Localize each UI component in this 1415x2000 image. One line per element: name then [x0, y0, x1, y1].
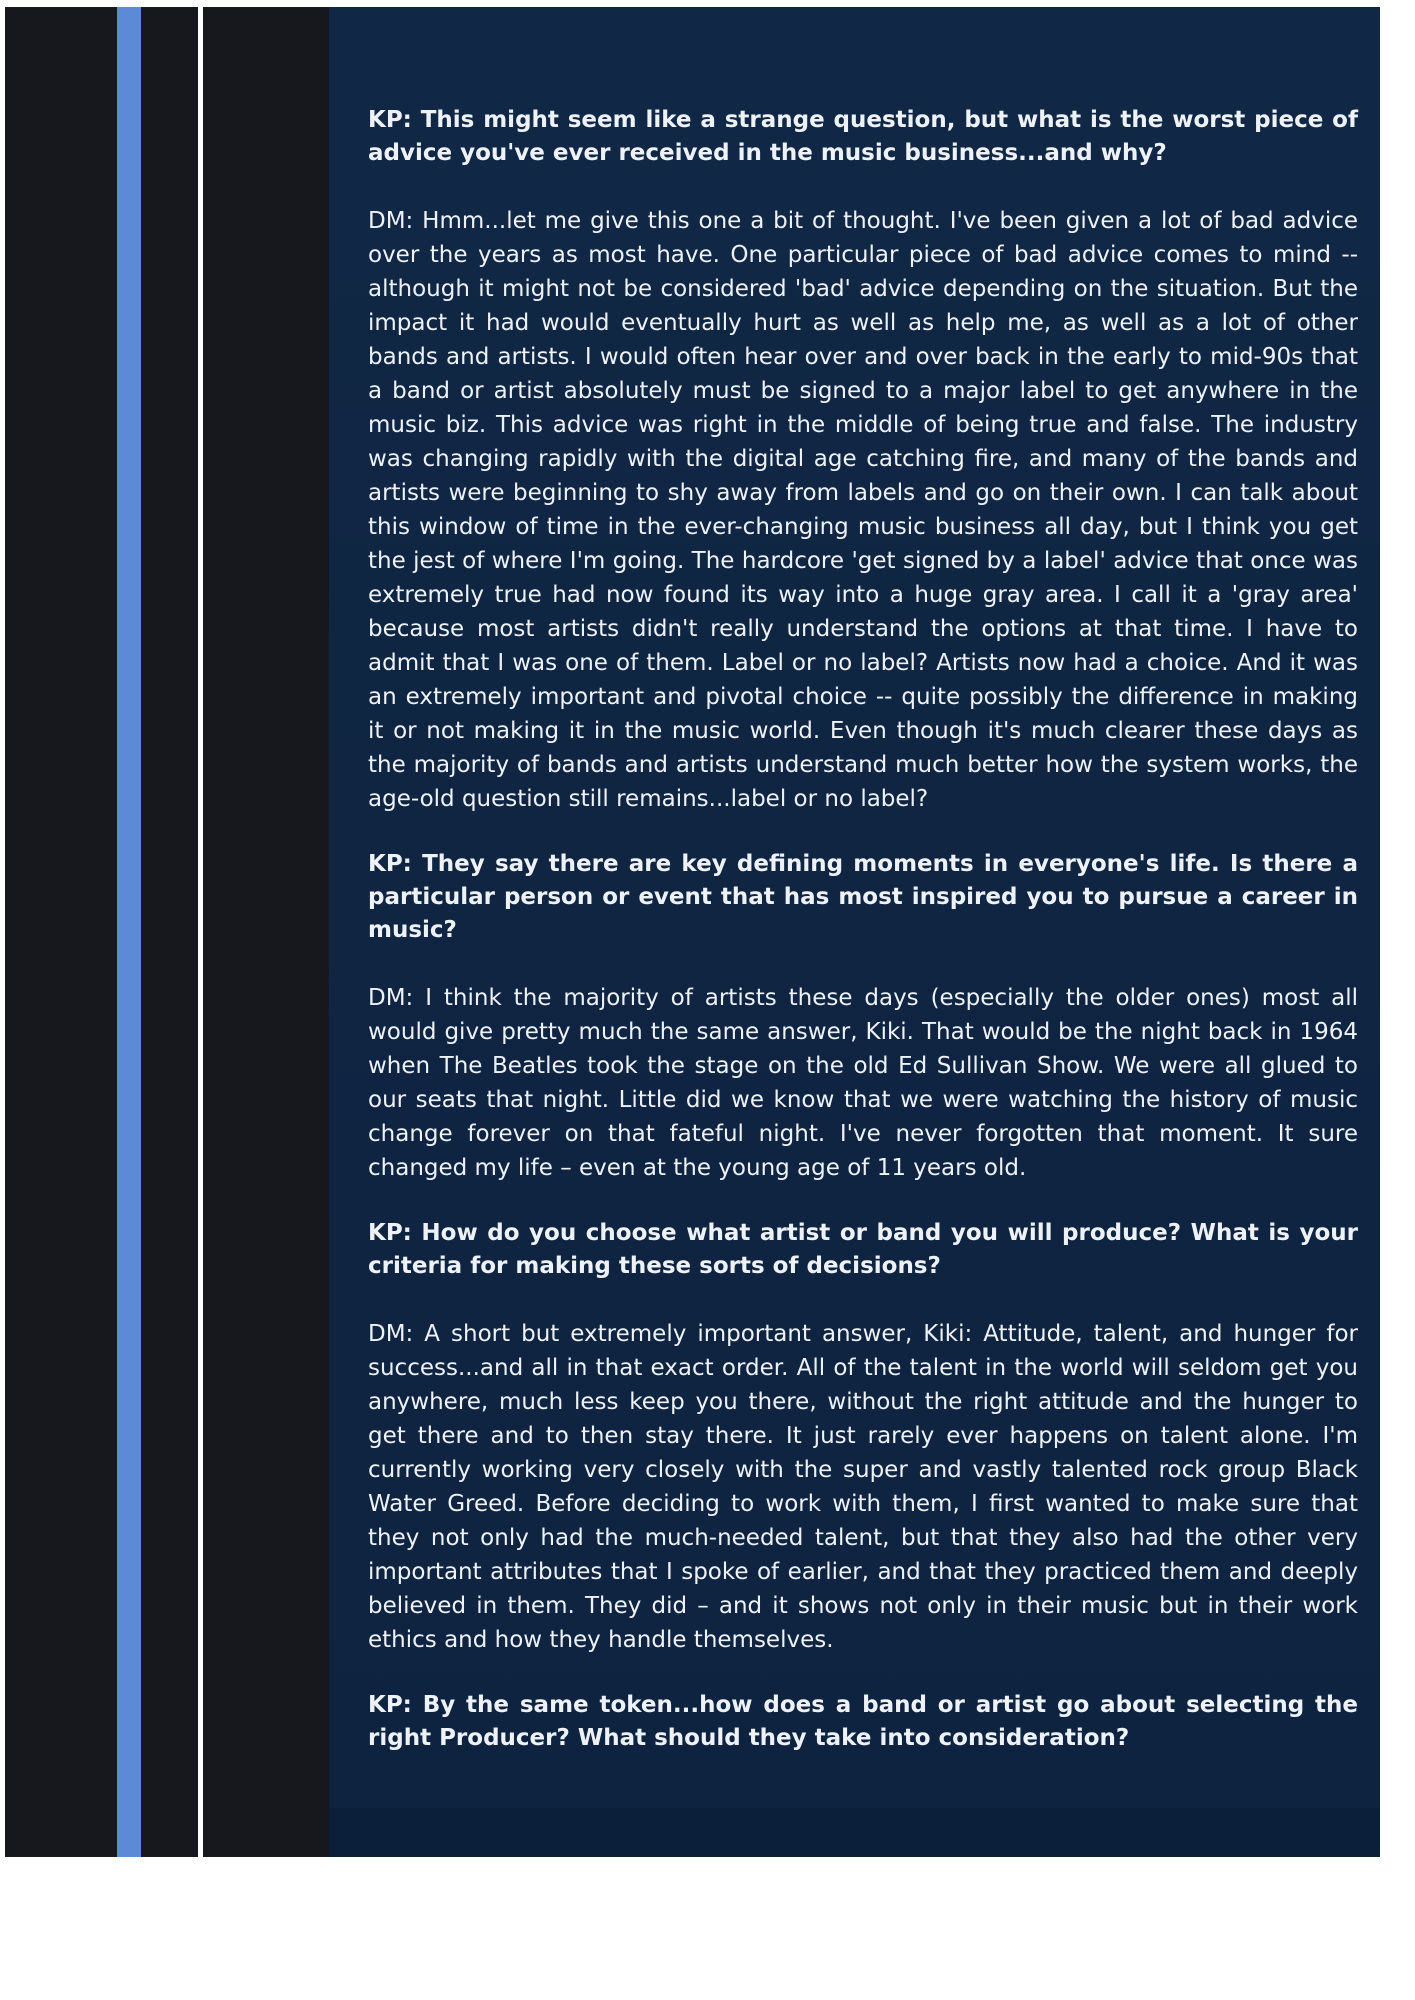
- question-3: KP: How do you choose what artist or band you will produce? What is your criteria for making these sorts of decisions?: [368, 1220, 1358, 1279]
- left-black-stripe: [5, 7, 198, 1857]
- question-1: KP: This might seem like a strange question, but what is the worst piece of advice you've ever received in the music business...and why?: [368, 107, 1358, 166]
- answer-1: DM: Hmm...let me give this one a bit of thought. I've been given a lot of bad advice over the years as most have. One particular piece of bad advice comes to mind -- although it might not be considered 'bad' advice depending on the situation. But the impact it had would eventually hurt as well as help me, as well as a lot of other bands and artists. I would often hear over and over back in the early to mid-90s that a band or artist absolutely must be signed to a major label to get anywhere in the music biz. This advice was right in the middle of being true and false. The industry was changing rapidly with the digital age catching fire, and many of the bands and artists were beginning to shy away from labels and go on their own. I can talk about this window of time in the ever-changing music business all day, but I think you get the jest of where I'm going. The hardcore 'get signed by a label' advice that once was extremely true had now found its way into a huge gray area. I call it a 'gray area' because most artists didn't really understand the options at that time. I have to admit that I was one of them. Label or no label? Artists now had a choice. And it was an extremely important and pivotal choice -- quite possibly the difference in making it or not making it in the music world. Even though it's much clearer these days as the majority of bands and artists understand much better how the system works, the age-old question still remains...label or no label?: [368, 208, 1358, 812]
- question-2: KP: They say there are key defining moments in everyone's life. Is there a particular person or event that has most inspired you to pursue a career in music?: [368, 851, 1358, 943]
- interview-content: [368, 104, 1358, 1789]
- blue-accent-stripe: [117, 7, 141, 1857]
- panel-footer-band: [329, 1808, 1380, 1857]
- inner-black-stripe: [203, 7, 329, 1857]
- question-4: KP: By the same token...how does a band or artist go about selecting the right Producer? What should they take into consideration?: [368, 1692, 1358, 1751]
- answer-3: DM: A short but extremely important answer, Kiki: Attitude, talent, and hunger for success...and all in that exact order. All of the talent in the world will seldom get you anywhere, much less keep you there, without the right attitude and the hunger to get there and to then stay there. It just rarely ever happens on talent alone. I'm currently working very closely with the super and vastly talented rock group Black Water Greed. Before deciding to work with them, I first wanted to make sure that they not only had the much-needed talent, but that they also had the other very important attributes that I spoke of earlier, and that they practiced them and deeply believed in them. They did – and it shows not only in their music but in their work ethics and how they handle themselves.: [368, 1321, 1358, 1653]
- answer-2: DM: I think the majority of artists these days (especially the older ones) most all would give pretty much the same answer, Kiki. That would be the night back in 1964 when The Beatles took the stage on the old Ed Sullivan Show. We were all glued to our seats that night. Little did we know that we were watching the history of music change forever on that fateful night. I've never forgotten that moment. It sure changed my life – even at the young age of 11 years old.: [368, 985, 1358, 1181]
